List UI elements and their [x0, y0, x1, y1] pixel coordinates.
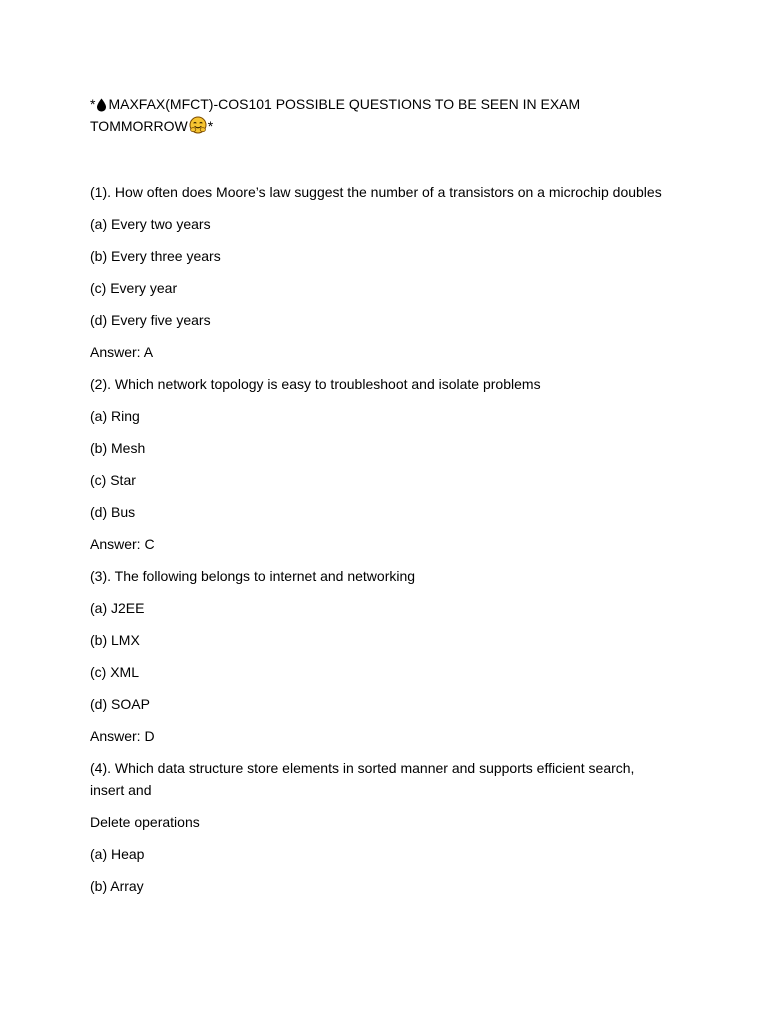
hugging-face-emoji-icon: [189, 116, 207, 134]
document-title: [90, 93, 670, 137]
droplet-icon: [96, 98, 107, 112]
question-3-text: (3). The following belongs to internet and networking: [90, 568, 416, 584]
question-2-option-d: (d) Bus: [90, 504, 136, 520]
question-2-answer: Answer: C: [90, 536, 155, 552]
question-4-option-b: (b) Array: [90, 878, 144, 894]
document-page: [90, 93, 670, 907]
question-4-option-a: (a) Heap: [90, 846, 145, 862]
title-suffix: *: [207, 118, 214, 134]
question-3-option-d: (d) SOAP: [90, 696, 150, 712]
question-3-option-b: (b) LMX: [90, 632, 140, 648]
question-2-text: (2). Which network topology is easy to troubleshoot and isolate problems: [90, 376, 541, 392]
question-4-text-continued: Delete operations: [90, 814, 200, 830]
question-2-option-b: (b) Mesh: [90, 440, 146, 456]
question-3-answer: Answer: D: [90, 728, 155, 744]
question-2-option-a: (a) Ring: [90, 408, 140, 424]
question-3-option-a: (a) J2EE: [90, 600, 145, 616]
question-1-answer: Answer: A: [90, 344, 154, 360]
question-1-option-d: (d) Every five years: [90, 312, 211, 328]
question-2-option-c: (c) Star: [90, 472, 136, 488]
question-1-option-b: (b) Every three years: [90, 248, 221, 264]
question-1-option-a: (a) Every two years: [90, 216, 211, 232]
title-text: MAXFAX(MFCT)-COS101 POSSIBLE QUESTIONS TO BE SEEN IN EXAM TOMMORROW: [90, 96, 581, 134]
question-3-option-c: (c) XML: [90, 664, 139, 680]
title-prefix: *: [90, 96, 96, 112]
question-4-text: (4). Which data structure store elements in sorted manner and supports efficient search, insert and: [90, 760, 635, 798]
question-1-option-c: (c) Every year: [90, 280, 178, 296]
question-1-text: (1). How often does Moore’s law suggest the number of a transistors on a microchip doubles: [90, 184, 662, 200]
